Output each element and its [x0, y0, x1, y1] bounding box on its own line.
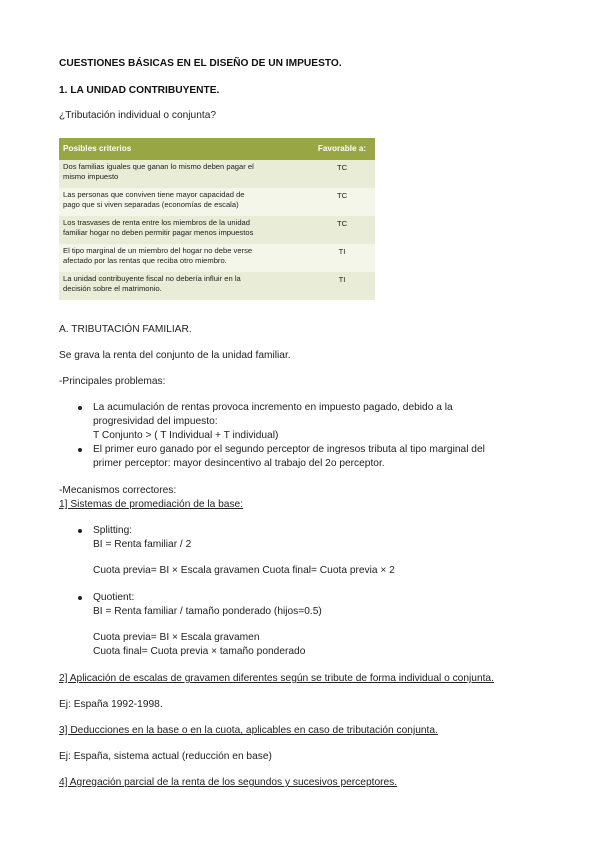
problem-line: primer perceptor: mayor desincentivo al trabajo del 2o perceptor.: [93, 458, 385, 469]
mechanism-2-example: Ej: España 1992-1998.: [59, 699, 163, 710]
table-row: [59, 216, 375, 244]
criterion-line: mismo impuesto: [63, 172, 119, 181]
favorable-cell: TC: [309, 160, 375, 188]
table-row: [59, 188, 375, 216]
favorable-cell: TC: [309, 188, 375, 216]
criterion-line: pago que si viven separadas (economías de escala): [63, 200, 239, 209]
bullet-icon: [78, 406, 82, 410]
criterion-cell: [59, 216, 309, 244]
criterion-line: La unidad contribuyente fiscal no debería influir en la: [63, 274, 241, 283]
quotient-name: Quotient:: [93, 592, 135, 603]
section-description: Se grava la renta del conjunto de la unidad familiar.: [59, 350, 291, 361]
favorable-cell: TC: [309, 216, 375, 244]
problem-line: El primer euro ganado por el segundo perceptor de ingresos tributa al tipo marginal del: [93, 444, 485, 455]
splitting-name: Splitting:: [93, 525, 133, 536]
criteria-table: [59, 138, 375, 300]
mechanism-2-title: 2] Aplicación de escalas de gravamen diferentes según se tribute de forma individual o conjunta.: [59, 673, 494, 684]
criterion-line: afectado por las rentas que reciba otro miembro.: [63, 256, 227, 265]
mechanism-4-title: 4] Agregación parcial de la renta de los segundos y sucesivos perceptores.: [59, 777, 398, 788]
bullet-icon: [78, 596, 82, 600]
mechanisms-heading: -Mecanismos correctores:: [59, 485, 177, 496]
column-header-criterios: Posibles criterios: [59, 138, 309, 160]
problem-formula: T Conjunto > ( T Individual + T individual): [93, 430, 279, 441]
criterion-line: familiar hogar no deben permitir pagar menos impuestos: [63, 228, 254, 237]
criterion-cell: [59, 188, 309, 216]
problem-line: progresividad del impuesto:: [93, 416, 218, 427]
document-title: CUESTIONES BÁSICAS EN EL DISEÑO DE UN IMPUESTO.: [59, 58, 342, 69]
question-text: ¿Tributación individual o conjunta?: [59, 110, 217, 121]
splitting-cuota: Cuota previa= BI × Escala gravamen Cuota final= Cuota previa × 2: [93, 565, 395, 576]
criterion-line: Dos familias iguales que ganan lo mismo deben pagar el: [63, 162, 254, 171]
splitting-formula: BI = Renta familiar / 2: [93, 539, 192, 550]
table-row: [59, 160, 375, 188]
bullet-icon: [78, 448, 82, 452]
problems-heading: -Principales problemas:: [59, 376, 166, 387]
criterion-line: El tipo marginal de un miembro del hogar no debe verse: [63, 246, 253, 255]
criterion-line: Los trasvases de renta entre los miembros de la unidad: [63, 218, 250, 227]
criterion-cell: [59, 272, 309, 300]
quotient-formula: BI = Renta familiar / tamaño ponderado (hijos=0.5): [93, 606, 322, 617]
favorable-cell: TI: [309, 272, 375, 300]
quotient-cuota-final: Cuota final= Cuota previa × tamaño ponderado: [93, 646, 306, 657]
criterion-line: Las personas que conviven tiene mayor capacidad de: [63, 190, 245, 199]
mechanism-3-example: Ej: España, sistema actual (reducción en base): [59, 751, 272, 762]
mechanism-1-title: 1] Sistemas de promediación de la base:: [59, 499, 244, 510]
criterion-cell: [59, 244, 309, 272]
section-heading-tributacion-familiar: A. TRIBUTACIÓN FAMILIAR.: [59, 324, 192, 335]
bullet-icon: [78, 529, 82, 533]
mechanism-3-title: 3] Deducciones en la base o en la cuota, aplicables en caso de tributación conjunta.: [59, 725, 438, 736]
table-header-row: [59, 138, 375, 160]
table-row: [59, 272, 375, 300]
favorable-cell: TI: [309, 244, 375, 272]
column-header-favorable: Favorable a:: [309, 138, 375, 160]
section-heading-unidad-contribuyente: 1. LA UNIDAD CONTRIBUYENTE.: [59, 85, 220, 96]
problem-line: La acumulación de rentas provoca incremento en impuesto pagado, debido a la: [93, 402, 453, 413]
table-row: [59, 244, 375, 272]
criterion-cell: [59, 160, 309, 188]
quotient-cuota-previa: Cuota previa= BI × Escala gravamen: [93, 632, 260, 643]
criterion-line: decisión sobre el matrimonio.: [63, 284, 162, 293]
